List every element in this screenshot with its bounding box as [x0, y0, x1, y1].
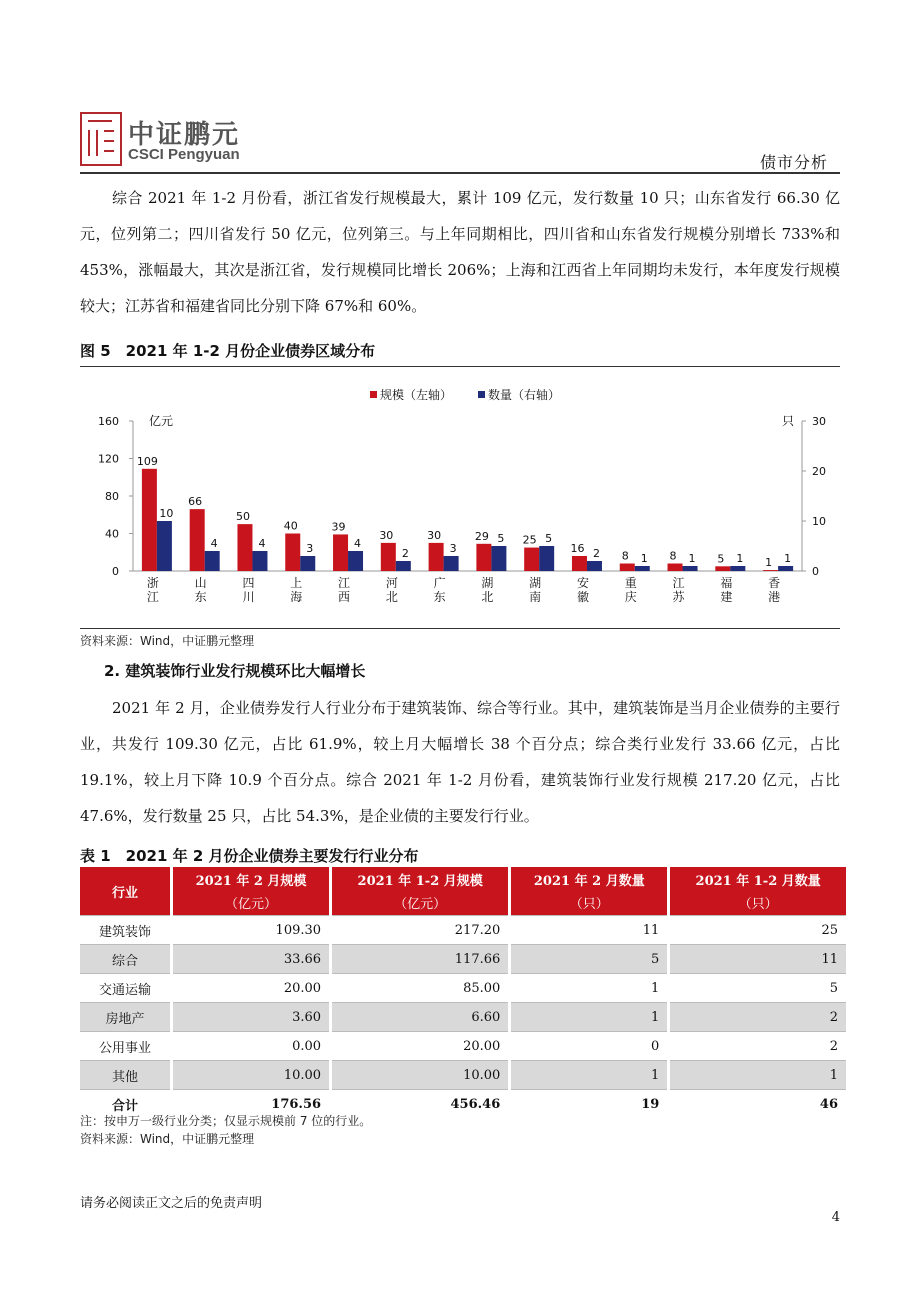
table-row: 房地产 3.60 6.60 1 2 [80, 1003, 846, 1032]
table-title: 表 1 2021 年 2 月份企业债券主要发行行业分布 [80, 847, 419, 865]
table-header-cell: 2021 年 1-2 月数量 （只） [669, 867, 846, 916]
x-tick-label: 河北 [385, 576, 398, 604]
right-tick-label: 10 [812, 515, 826, 528]
x-tick-label: 山东 [194, 576, 207, 604]
section-heading: 2. 建筑装饰行业发行规模环比大幅增长 [104, 662, 366, 680]
table-row: 交通运输 20.00 85.00 1 5 [80, 974, 846, 1003]
x-tick-label: 湖南 [529, 576, 542, 604]
disclaimer-notice: 请务必阅读正文之后的免责声明 [80, 1196, 263, 1211]
table-header-cell: 2021 年 2 月数量 （只） [510, 867, 669, 916]
bar-count [539, 546, 554, 571]
bar-scale [524, 548, 539, 571]
data-label-count: 5 [545, 532, 553, 545]
data-label-scale: 29 [474, 529, 489, 543]
data-label-scale: 50 [235, 510, 250, 524]
bar-scale [476, 544, 491, 571]
data-label-count: 1 [640, 552, 648, 565]
x-tick-label: 江苏 [672, 576, 685, 604]
data-label-count: 1 [688, 552, 696, 565]
figure-title: 图 5 2021 年 1-2 月份企业债券区域分布 [80, 342, 376, 360]
data-label-scale: 8 [621, 549, 629, 563]
x-tick-label: 湖北 [481, 576, 494, 604]
data-label-count: 2 [592, 547, 600, 560]
left-tick-label: 40 [105, 527, 119, 541]
x-tick-label: 香港 [768, 576, 781, 604]
left-tick-label: 0 [112, 565, 119, 578]
figure-top-rule [80, 366, 840, 367]
table-header-row [80, 867, 846, 916]
bar-count [491, 546, 506, 571]
data-label-scale: 40 [283, 519, 298, 533]
page-number: 4 [831, 1210, 840, 1225]
bar-scale [333, 534, 348, 571]
data-label-count: 10 [159, 507, 174, 520]
bar-scale [668, 564, 683, 572]
table-row: 建筑装饰 109.30 217.20 11 25 [80, 916, 846, 945]
bar-count [587, 561, 602, 571]
table-header-cell: 行业 [80, 867, 172, 916]
data-label-scale: 16 [570, 542, 585, 555]
figure-source: 资料来源：Wind，中证鹏元整理 [80, 634, 255, 648]
chart-data-labels [137, 455, 791, 569]
bar-count [778, 566, 793, 571]
data-label-scale: 66 [188, 495, 203, 509]
bar-scale [190, 509, 205, 571]
right-tick-label: 0 [812, 565, 819, 578]
document-type: 债市分析 [759, 153, 828, 172]
bar-count [444, 556, 459, 571]
table-header-cell: 2021 年 1-2 月规模 （亿元） [331, 867, 510, 916]
table-row: 其他 10.00 10.00 1 1 [80, 1061, 846, 1090]
x-tick-label: 上海 [290, 576, 303, 604]
data-label-scale: 1 [765, 556, 773, 570]
data-label-scale: 109 [136, 454, 158, 468]
data-label-scale: 39 [331, 520, 346, 534]
x-tick-label: 重庆 [624, 576, 637, 604]
bar-count [205, 551, 220, 571]
data-label-scale: 30 [427, 528, 442, 542]
region-distribution-chart [80, 370, 840, 626]
chart-legend [370, 387, 560, 402]
x-tick-label: 福建 [720, 576, 733, 604]
left-tick-label: 120 [98, 452, 119, 466]
data-label-scale: 5 [717, 552, 725, 566]
x-tick-label: 浙江 [146, 576, 159, 604]
data-label-scale: 25 [522, 533, 537, 547]
bar-scale [572, 556, 587, 571]
bar-scale [429, 543, 444, 571]
legend-label: 规模（左轴） [380, 388, 453, 402]
table-row: 公用事业 0.00 20.00 0 2 [80, 1032, 846, 1061]
data-label-count: 5 [497, 532, 505, 545]
data-label-count: 3 [306, 542, 314, 555]
legend-swatch [478, 391, 485, 398]
table-header-cell: 2021 年 2 月规模 （亿元） [172, 867, 331, 916]
bar-scale [381, 543, 396, 571]
bar-scale [763, 570, 778, 571]
bar-count [300, 556, 315, 571]
bar-count [157, 521, 172, 571]
table-row: 综合 33.66 117.66 5 11 [80, 945, 846, 974]
data-label-count: 4 [210, 537, 218, 550]
bar-count [252, 551, 267, 571]
table-total-row: 合计 176.56 456.46 19 46 [80, 1090, 846, 1119]
logo-text-en: CSCI Pengyuan [128, 146, 240, 163]
data-label-count: 1 [784, 552, 792, 565]
bar-count [730, 566, 745, 571]
data-label-count: 4 [354, 537, 362, 550]
data-label-count: 1 [736, 552, 744, 565]
x-tick-label: 江西 [338, 576, 351, 604]
figure-bottom-rule [80, 628, 840, 629]
bar-scale [285, 534, 300, 572]
left-tick-label: 160 [98, 415, 119, 428]
bar-count [635, 566, 650, 571]
header-divider [80, 172, 840, 174]
bar-count [396, 561, 411, 571]
legend-swatch [370, 391, 377, 398]
right-tick-label: 30 [812, 415, 826, 428]
data-label-scale: 8 [669, 549, 677, 563]
bar-count [348, 551, 363, 571]
data-label-count: 4 [258, 537, 266, 550]
bar-scale [620, 564, 635, 572]
right-tick-label: 20 [812, 465, 826, 478]
left-axis-unit: 亿元 [149, 414, 174, 428]
x-tick-label: 安徽 [576, 576, 589, 604]
logo-mark [80, 112, 122, 166]
data-label-count: 3 [449, 542, 457, 555]
data-label-scale: 30 [379, 528, 394, 542]
table-source: 资料来源：Wind，中证鹏元整理 [80, 1132, 255, 1146]
bar-count [683, 566, 698, 571]
x-tick-label: 广东 [433, 576, 446, 604]
bar-scale [715, 566, 730, 571]
x-tick-label: 四川 [242, 576, 255, 604]
bar-scale [237, 524, 252, 571]
right-axis-unit: 只 [782, 414, 795, 428]
table-note: 注：按申万一级行业分类；仅显示规模前 7 位的行业。 [80, 1114, 372, 1128]
industry-table [80, 867, 846, 1118]
chart-x-tick-labels [147, 575, 780, 604]
section-paragraph: 2021 年 2 月，企业债券发行人行业分布于建筑装饰、综合等行业。其中，建筑装饰是当月企业债券的主要行业，共发行 109.30 亿元，占比 61.9%，较上月大幅增长 38 个百分点；综合类行业发行 33.66 亿元，占比 19.1%，较上月下降 10.9 个百分点。综合 2021 年 1-2 月份看，建筑装饰行业发行规模 217.20 亿元，占比 47.6%，发行数量 25 只，占比 54.3%，是企业债的主要发行行业。 [80, 699, 840, 825]
intro-paragraph: 综合 2021 年 1-2 月份看，浙江省发行规模最大，累计 109 亿元，发行数量 10 只；山东省发行 66.30 亿元，位列第二；四川省发行 50 亿元，位列第三。与上年同期相比，四川省和山东省发行规模分别增长 733%和 453%，涨幅最大，其次是浙江省，发行规模同比增长 206%；上海和江西省上年同期均未发行，本年度发行规模较大；江苏省和福建省同比分别下降 67%和 60%。 [80, 189, 840, 315]
left-tick-label: 80 [105, 490, 119, 503]
legend-label: 数量（右轴） [488, 388, 561, 402]
data-label-count: 2 [401, 547, 409, 560]
bar-scale [142, 469, 157, 571]
logo-text-cn: 中证鹏元 [128, 120, 241, 150]
